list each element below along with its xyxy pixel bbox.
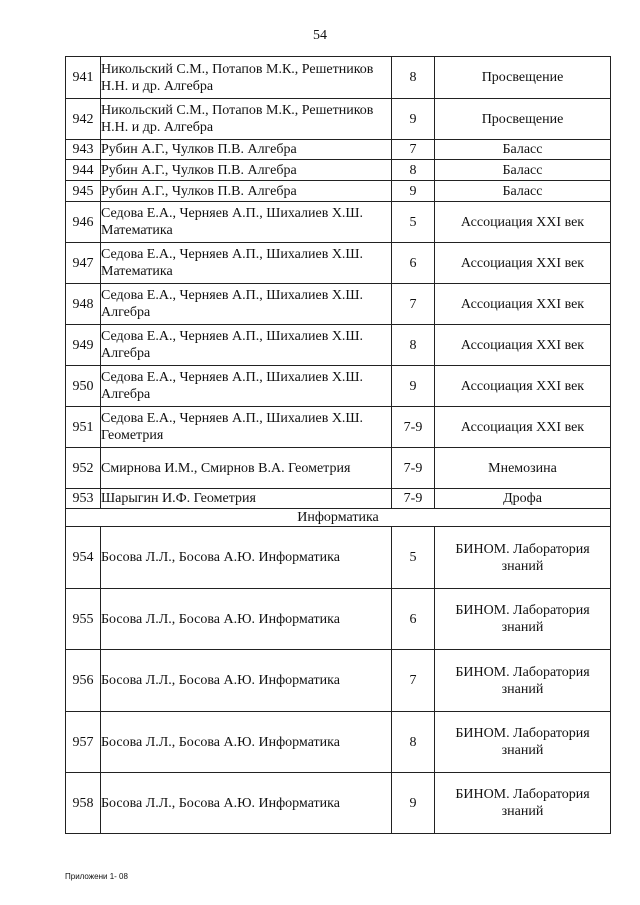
table-row — [66, 773, 611, 834]
row-number: 946 — [66, 202, 101, 243]
row-number: 958 — [66, 773, 101, 834]
table-row — [66, 284, 611, 325]
table-row — [66, 366, 611, 407]
row-number: 944 — [66, 160, 101, 181]
table-row — [66, 527, 611, 589]
row-grade: 9 — [392, 181, 435, 202]
row-author-title: Рубин А.Г., Чулков П.В. Алгебра — [101, 160, 392, 181]
row-grade: 9 — [392, 773, 435, 834]
row-grade: 6 — [392, 589, 435, 650]
row-publisher: Ассоциация XXI век — [435, 284, 611, 325]
row-author-title: Никольский С.М., Потапов М.К., Решетников Н.Н. и др. Алгебра — [101, 57, 392, 99]
section-header-row — [66, 509, 611, 527]
row-publisher: Ассоциация XXI век — [435, 202, 611, 243]
row-number: 956 — [66, 650, 101, 712]
table-row — [66, 57, 611, 99]
row-publisher: БИНОМ. Лаборатория знаний — [435, 527, 611, 589]
row-number: 942 — [66, 99, 101, 140]
row-grade: 7-9 — [392, 448, 435, 489]
row-grade: 8 — [392, 712, 435, 773]
table-row — [66, 407, 611, 448]
row-grade: 8 — [392, 57, 435, 99]
row-grade: 7-9 — [392, 407, 435, 448]
row-publisher: Ассоциация XXI век — [435, 243, 611, 284]
row-number: 948 — [66, 284, 101, 325]
row-grade: 8 — [392, 325, 435, 366]
row-author-title: Седова Е.А., Черняев А.П., Шихалиев Х.Ш. Алгебра — [101, 284, 392, 325]
textbook-table-body — [66, 57, 611, 834]
row-author-title: Шарыгин И.Ф. Геометрия — [101, 489, 392, 509]
table-row — [66, 243, 611, 284]
footer-note: Приложени 1- 08 — [65, 872, 128, 881]
row-publisher: Дрофа — [435, 489, 611, 509]
table-row — [66, 712, 611, 773]
row-grade: 8 — [392, 160, 435, 181]
row-publisher: Просвещение — [435, 57, 611, 99]
row-author-title: Рубин А.Г., Чулков П.В. Алгебра — [101, 181, 392, 202]
row-author-title: Босова Л.Л., Босова А.Ю. Информатика — [101, 589, 392, 650]
table-row — [66, 448, 611, 489]
row-author-title: Седова Е.А., Черняев А.П., Шихалиев Х.Ш. Математика — [101, 243, 392, 284]
row-author-title: Седова Е.А., Черняев А.П., Шихалиев Х.Ш. Математика — [101, 202, 392, 243]
row-publisher: Просвещение — [435, 99, 611, 140]
table-row — [66, 650, 611, 712]
row-author-title: Седова Е.А., Черняев А.П., Шихалиев Х.Ш. Алгебра — [101, 366, 392, 407]
row-grade: 9 — [392, 99, 435, 140]
table-row — [66, 202, 611, 243]
row-number: 957 — [66, 712, 101, 773]
section-title: Информатика — [66, 509, 611, 527]
row-grade: 6 — [392, 243, 435, 284]
row-publisher: БИНОМ. Лаборатория знаний — [435, 773, 611, 834]
textbook-table — [65, 56, 611, 834]
row-number: 949 — [66, 325, 101, 366]
row-number: 951 — [66, 407, 101, 448]
row-author-title: Босова Л.Л., Босова А.Ю. Информатика — [101, 712, 392, 773]
table-row — [66, 99, 611, 140]
row-number: 953 — [66, 489, 101, 509]
row-author-title: Седова Е.А., Черняев А.П., Шихалиев Х.Ш. Геометрия — [101, 407, 392, 448]
row-publisher: Ассоциация XXI век — [435, 366, 611, 407]
row-grade: 7 — [392, 140, 435, 160]
row-publisher: Мнемозина — [435, 448, 611, 489]
row-grade: 7-9 — [392, 489, 435, 509]
row-number: 955 — [66, 589, 101, 650]
row-author-title: Босова Л.Л., Босова А.Ю. Информатика — [101, 773, 392, 834]
row-author-title: Смирнова И.М., Смирнов В.А. Геометрия — [101, 448, 392, 489]
table-row — [66, 160, 611, 181]
row-publisher: БИНОМ. Лаборатория знаний — [435, 589, 611, 650]
row-number: 943 — [66, 140, 101, 160]
row-number: 941 — [66, 57, 101, 99]
row-publisher: БИНОМ. Лаборатория знаний — [435, 712, 611, 773]
row-grade: 5 — [392, 202, 435, 243]
row-publisher: Ассоциация XXI век — [435, 407, 611, 448]
row-publisher: Баласс — [435, 160, 611, 181]
row-author-title: Босова Л.Л., Босова А.Ю. Информатика — [101, 650, 392, 712]
row-grade: 9 — [392, 366, 435, 407]
row-grade: 7 — [392, 650, 435, 712]
row-number: 954 — [66, 527, 101, 589]
row-author-title: Седова Е.А., Черняев А.П., Шихалиев Х.Ш. Алгебра — [101, 325, 392, 366]
row-publisher: БИНОМ. Лаборатория знаний — [435, 650, 611, 712]
row-author-title: Босова Л.Л., Босова А.Ю. Информатика — [101, 527, 392, 589]
row-grade: 5 — [392, 527, 435, 589]
row-grade: 7 — [392, 284, 435, 325]
row-author-title: Никольский С.М., Потапов М.К., Решетников Н.Н. и др. Алгебра — [101, 99, 392, 140]
page-number: 54 — [313, 28, 327, 43]
table-row — [66, 181, 611, 202]
row-publisher: Баласс — [435, 181, 611, 202]
row-number: 945 — [66, 181, 101, 202]
table-row — [66, 489, 611, 509]
table-row — [66, 589, 611, 650]
table-row — [66, 325, 611, 366]
row-author-title: Рубин А.Г., Чулков П.В. Алгебра — [101, 140, 392, 160]
row-publisher: Баласс — [435, 140, 611, 160]
table-row — [66, 140, 611, 160]
row-number: 952 — [66, 448, 101, 489]
row-number: 947 — [66, 243, 101, 284]
row-publisher: Ассоциация XXI век — [435, 325, 611, 366]
row-number: 950 — [66, 366, 101, 407]
